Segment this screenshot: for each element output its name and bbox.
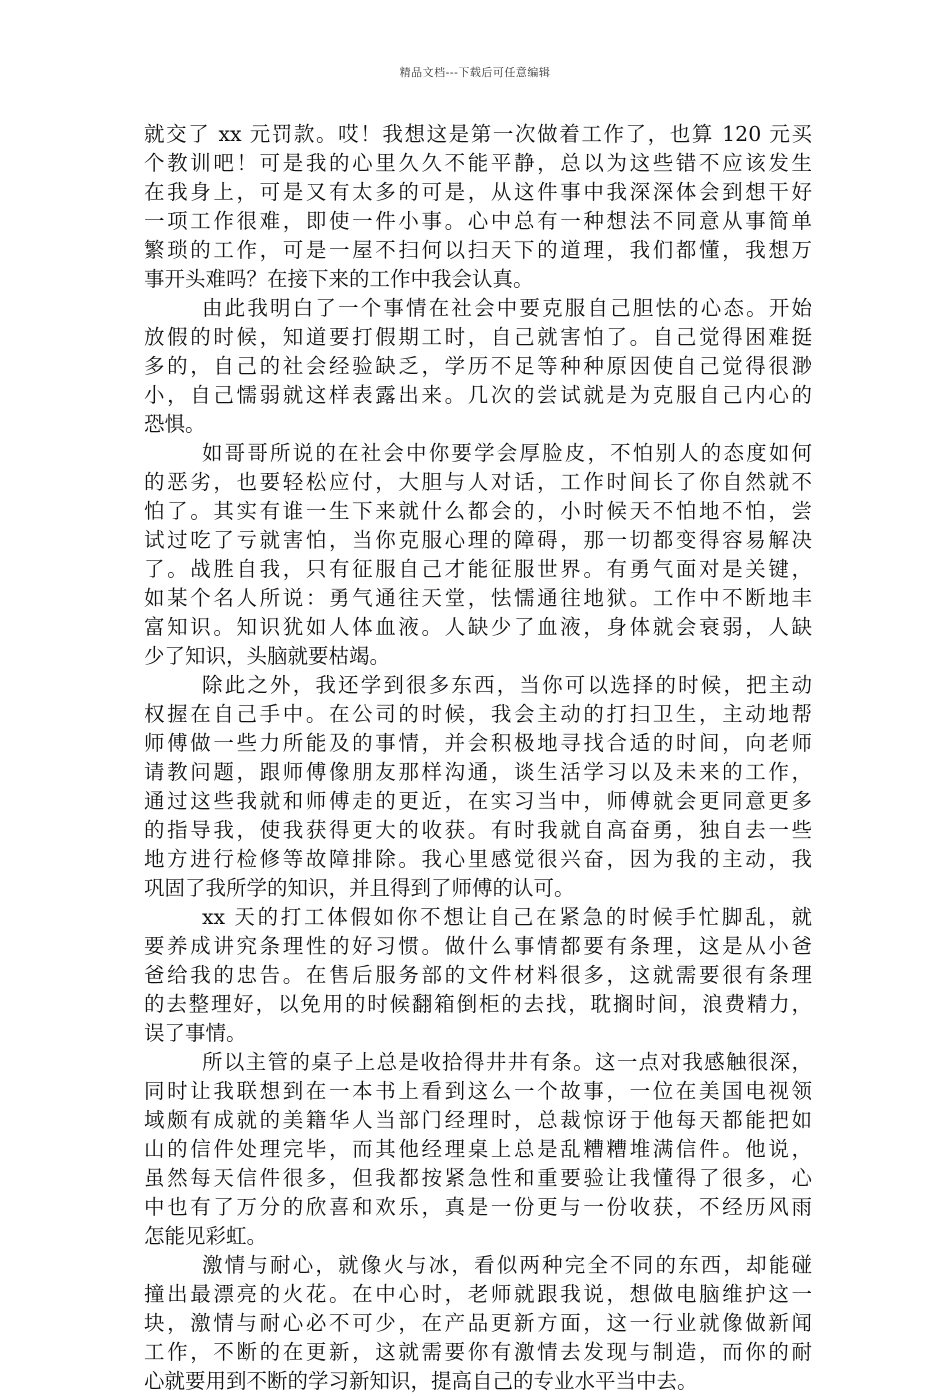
text-line: 如某个名人所说：勇气通往天堂，怯懦通往地狱。工作中不断地丰 bbox=[144, 586, 812, 610]
text-line: 试过吃了亏就害怕，当你克服心理的障碍，那一切都变得容易解决 bbox=[144, 528, 812, 552]
text-line: 的恶劣，也要轻松应付，大胆与人对话，工作时间长了你自然就不 bbox=[144, 470, 812, 494]
text-line: 山的信件处理完毕，而其他经理桌上总是乱糟糟堆满信件。他说， bbox=[144, 1137, 812, 1161]
text-line: xx 天的打工体假如你不想让自己在紧急的时候手忙脚乱，就 bbox=[202, 905, 812, 929]
text-line: 小，自己懦弱就这样表露出来。几次的尝试就是为克服自己内心的 bbox=[144, 383, 812, 407]
paragraph bbox=[144, 671, 812, 903]
text-line: 巩固了我所学的知识，并且得到了师傅的认可。 bbox=[144, 876, 575, 900]
paragraph bbox=[144, 439, 812, 671]
paragraph bbox=[144, 120, 812, 294]
text-line: 一项工作很难，即使一件小事。心中总有一种想法不同意从事简单 bbox=[144, 209, 812, 233]
text-line: 多的，自己的社会经验缺乏，学历不足等种种原因使自己觉得很渺 bbox=[144, 354, 812, 378]
text-line: 师傅做一些力所能及的事情，并会积极地寻找合适的时间，向老师 bbox=[144, 731, 812, 755]
text-line: 富知识。知识犹如人体血液。人缺少了血液，身体就会衰弱，人缺 bbox=[144, 615, 812, 639]
text-line: 地方进行检修等故障排除。我心里感觉很兴奋，因为我的主动，我 bbox=[144, 847, 812, 871]
text-line: 要养成讲究条理性的好习惯。做什么事情都要有条理，这是从小爸 bbox=[144, 934, 812, 958]
paragraph bbox=[144, 294, 812, 439]
text-line: 所以主管的桌子上总是收拾得井井有条。这一点对我感触很深， bbox=[202, 1050, 812, 1074]
text-line: 心就要用到不断的学习新知识，提高自己的专业水平当中去。 bbox=[144, 1369, 698, 1393]
text-line: 虽然每天信件很多，但我都按紧急性和重要验让我懂得了很多，心 bbox=[144, 1166, 812, 1190]
page-header: 精品文档---下载后可任意编辑 bbox=[399, 66, 551, 79]
text-line: 怕了。其实有谁一生下来就什么都会的，小时候天不怕地不怕，尝 bbox=[144, 499, 812, 523]
text-line: 的去整理好，以免用的时候翻箱倒柜的去找，耽搁时间，浪费精力， bbox=[144, 992, 812, 1016]
text-line: 撞出最漂亮的火花。在中心时，老师就跟我说，想做电脑维护这一 bbox=[144, 1282, 812, 1306]
text-line: 由此我明白了一个事情在社会中要克服自己胆怯的心态。开始 bbox=[202, 296, 812, 320]
text-line: 除此之外，我还学到很多东西，当你可以选择的时候，把主动 bbox=[202, 673, 812, 697]
text-line: 了。战胜自我，只有征服自己才能征服世界。有勇气面对是关键， bbox=[144, 557, 812, 581]
paragraph bbox=[144, 1251, 812, 1396]
text-line: 中也有了万分的欣喜和欢乐，真是一份更与一份收获，不经历风雨 bbox=[144, 1195, 812, 1219]
text-line: 放假的时候，知道要打假期工时，自己就害怕了。自己觉得困难挺 bbox=[144, 325, 812, 349]
text-line: 请教问题，跟师傅像朋友那样沟通，谈生活学习以及未来的工作， bbox=[144, 760, 812, 784]
text-line: 怎能见彩虹。 bbox=[144, 1224, 267, 1248]
text-line: 事开头难吗？在接下来的工作中我会认真。 bbox=[144, 267, 534, 291]
text-line: 在我身上，可是又有太多的可是，从这件事中我深深体会到想干好 bbox=[144, 180, 812, 204]
paragraph bbox=[144, 903, 812, 1048]
text-line: 激情与耐心，就像火与冰，看似两种完全不同的东西，却能碰 bbox=[202, 1253, 812, 1277]
text-line: 繁琐的工作，可是一屋不扫何以扫天下的道理，我们都懂，我想万 bbox=[144, 238, 812, 262]
text-line: 恐惧。 bbox=[144, 412, 206, 436]
text-line: 个教训吧！可是我的心里久久不能平静，总以为这些错不应该发生 bbox=[144, 151, 812, 175]
text-line: 误了事情。 bbox=[144, 1021, 247, 1045]
text-line: 工作，不断的在更新，这就需要你有激情去发现与制造，而你的耐 bbox=[144, 1340, 812, 1364]
text-line: 如哥哥所说的在社会中你要学会厚脸皮，不怕别人的态度如何 bbox=[202, 441, 812, 465]
text-line: 权握在自己手中。在公司的时候，我会主动的打扫卫生，主动地帮 bbox=[144, 702, 812, 726]
text-line: 同时让我联想到在一本书上看到这么一个故事，一位在美国电视领 bbox=[144, 1079, 812, 1103]
text-line: 的指导我，使我获得更大的收获。有时我就自高奋勇，独自去一些 bbox=[144, 818, 812, 842]
text-line: 块，激情与耐心必不可少，在产品更新方面，这一行业就像做新闻 bbox=[144, 1311, 812, 1335]
text-line: 域颇有成就的美籍华人当部门经理时，总裁惊讶于他每天都能把如 bbox=[144, 1108, 812, 1132]
text-line: 少了知识，头脑就要枯竭。 bbox=[144, 644, 390, 668]
text-line: 就交了 xx 元罚款。哎！我想这是第一次做着工作了，也算 120 元买 bbox=[144, 122, 812, 146]
document-body bbox=[144, 120, 812, 1396]
paragraph bbox=[144, 1048, 812, 1251]
text-line: 通过这些我就和师傅走的更近，在实习当中，师傅就会更同意更多 bbox=[144, 789, 812, 813]
text-line: 爸给我的忠告。在售后服务部的文件材料很多，这就需要很有条理 bbox=[144, 963, 812, 987]
